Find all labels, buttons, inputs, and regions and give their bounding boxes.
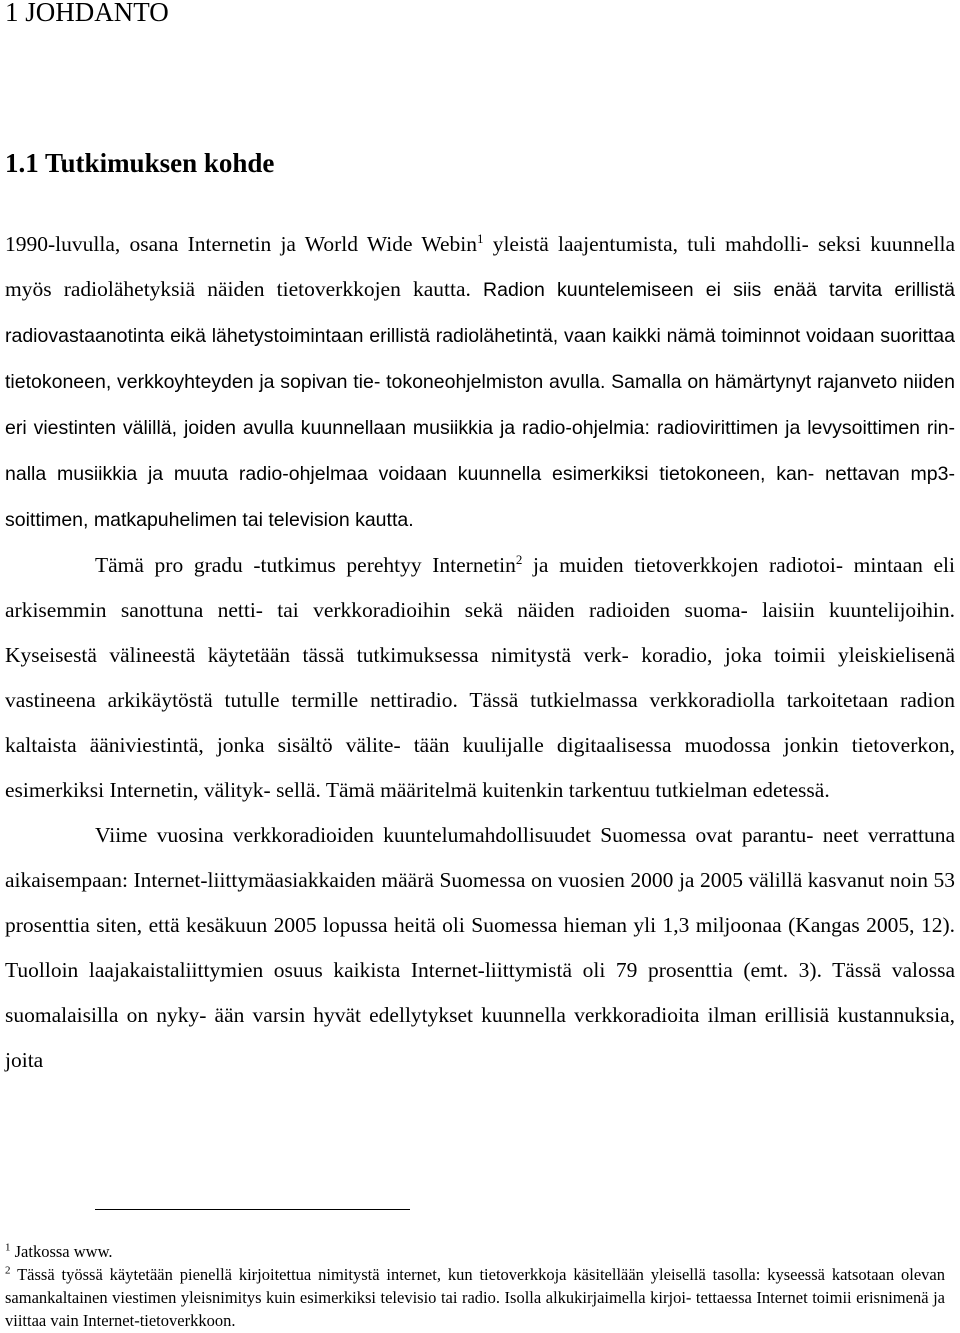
paragraph-1-part-a: 1990-luvulla, osana Internetin ja World Wide Webin (5, 232, 477, 256)
footnote-1 (5, 1240, 945, 1263)
footnote-2-mark: 2 (5, 1264, 11, 1277)
section-heading: 1.1 Tutkimuksen kohde (5, 148, 275, 178)
footnotes (5, 1240, 945, 1332)
paragraph-2 (5, 543, 955, 813)
footnote-2 (5, 1263, 945, 1332)
footnote-ref-1: 1 (476, 230, 484, 246)
footnote-ref-2: 2 (515, 551, 523, 567)
footnote-1-mark: 1 (5, 1241, 11, 1254)
paragraph-3: Viime vuosina verkkoradioiden kuuntelumahdollisuudet Suomessa ovat parantu- neet verrattuna aikaisempaan: Internet-liittymäasiakkaiden määrä Suomessa on vuosien 2000 ja 2005 välillä kasvanut noin 53 prosenttia siten, että kesäkuun 2005 lopussa heitä oli Suomessa hieman yli 1,3 miljoonaa (Kangas 2005, 12). Tuolloin laajakaistaliittymien osuus kaikista Internet-liittymistä oli 79 prosenttia (emt. 3). Tässä valossa suomalaisilla on nyky- ään varsin hyvät edellytykset kuunnella verkkoradioita ilman erillisiä kustannuksia, joita (5, 823, 955, 1072)
footnote-separator (95, 1209, 410, 1210)
paragraph-2-part-b: ja muiden tietoverkkojen radiotoi- mintaan eli arkisemmin sanottuna netti- tai verkkoradioihin sekä näiden radioiden suoma- laisiin kuuntelijoihin. Kyseisestä välineestä käytetään tässä tutkimuksessa nimitystä verk- koradio, joka toimii yleiskielisenä vastineena arkikäytöstä tutulle termille nettiradio. Tässä tutkielmassa verkkoradiolla tarkoitetaan radion kaltaista ääniviestintä, jonka sisältö välite- tään kuulijalle digitaalisessa muodossa jonkin tietoverkon, esimerkiksi Internetin, välityk- sellä. Tämä määritelmä kuitenkin tarkentuu tutkielman edetessä. (5, 553, 955, 802)
body-text (5, 222, 955, 1083)
paragraph-1-part-b: yleistä laajentumista, tuli mahdolli- seksi kuunnella myös radiolähetyksiä näiden tietoverkkojen kautta. (5, 232, 955, 301)
paragraph-1 (5, 222, 955, 543)
footnote-1-text: Jatkossa www. (10, 1242, 113, 1261)
paragraph-1-part-c: Radion kuuntelemiseen ei siis enää tarvita erillistä radiovastaanotinta eikä lähetystoimintaan erillistä radiolähetintä, vaan kaikki nämä toiminnot voidaan suorittaa tietokoneen, verkkoyhteyden ja sopivan tie- tokoneohjelmiston avulla. Samalla on hämärtynyt rajanveto niiden eri viestinten välillä, joiden avulla kuunnellaan musiikkia ja radio-ohjelmia: radiovirittimen ja levysoittimen rin- nalla musiikkia ja muuta radio-ohjelmaa voidaan kuunnella esimerkiksi tietokoneen, kan- nettavan mp3-soittimen, matkapuhelimen tai television kautta. (5, 279, 955, 531)
paragraph-2-part-a: Tämä pro gradu -tutkimus perehtyy Internetin (95, 553, 516, 577)
footnote-2-text: Tässä työssä käytetään pienellä kirjoitettua nimitystä internet, kun tietoverkkoja käsitellään yleisellä tasolla: kyseessä katsotaan olevan samankaltainen viestimen yleisnimitys kuin esimerkiksi televisio tai radio. Isolla alkukirjaimella kirjoi- tettaessa Internet toimii erisnimenä ja viittaa vain Internet-tietoverkkoon. (5, 1265, 945, 1330)
chapter-heading: 1 JOHDANTO (5, 0, 169, 27)
